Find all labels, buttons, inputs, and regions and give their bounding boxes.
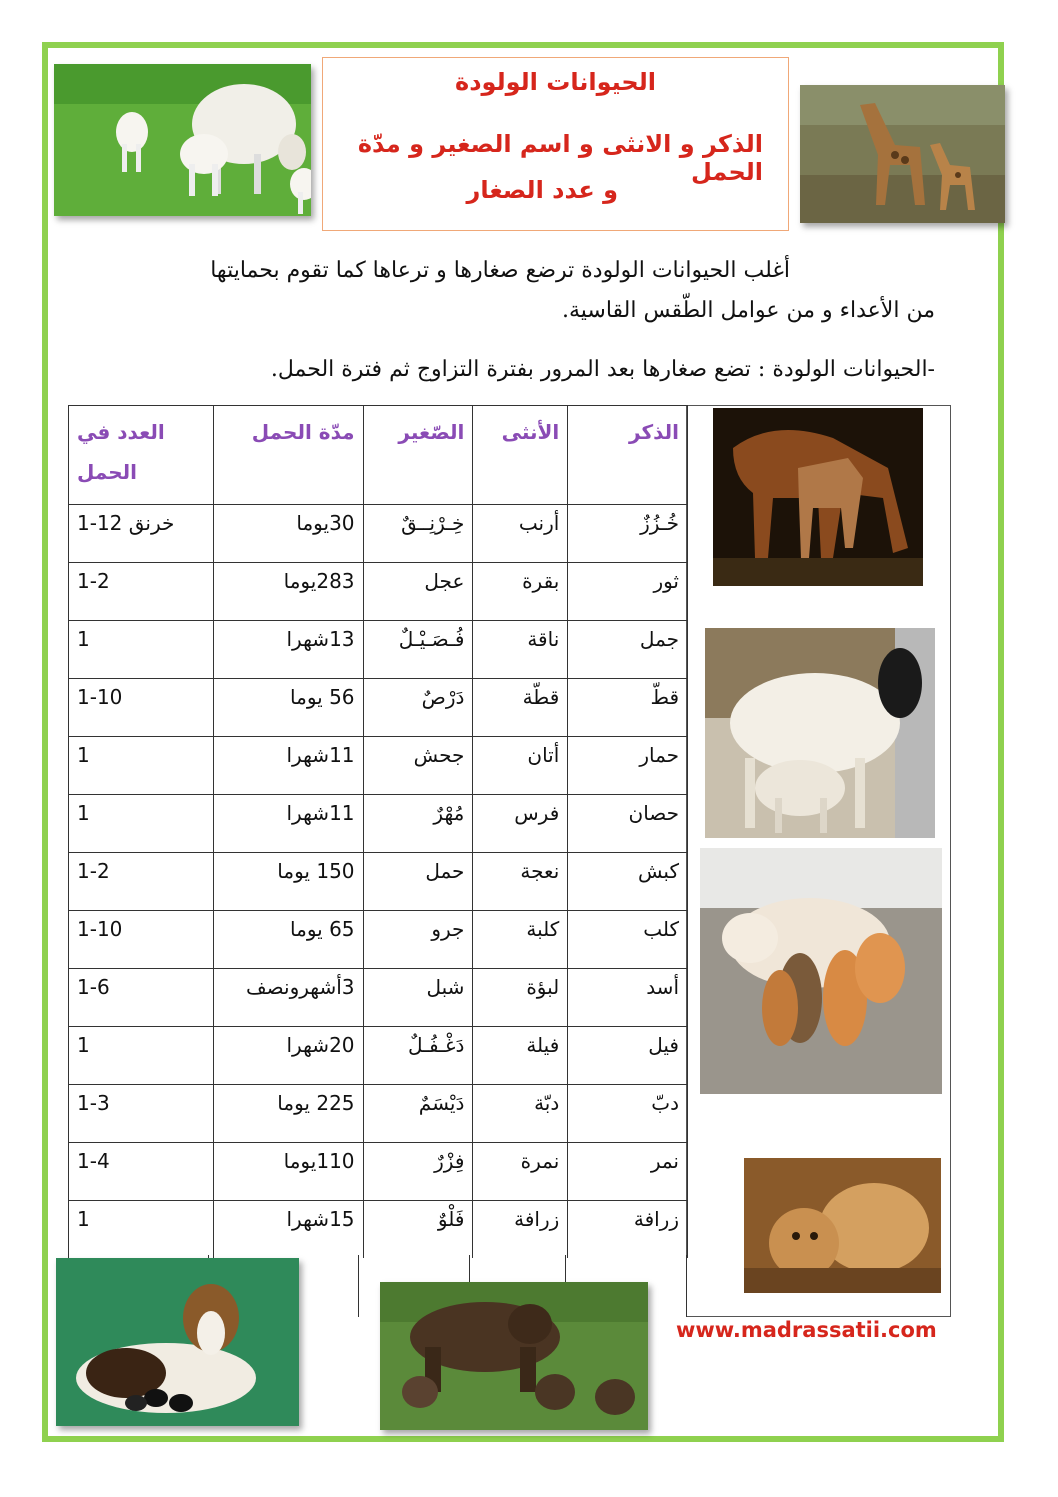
- animals-table: [68, 405, 688, 1258]
- table-row: [69, 679, 688, 737]
- header-gestation: مدّة الحمل: [213, 406, 363, 505]
- cell-count: 1: [69, 737, 214, 795]
- cell-gestation: 20شهرا: [213, 1027, 363, 1085]
- cell-young: فُـصَـيْـلٌ: [363, 621, 473, 679]
- cell-count: 1-10: [69, 911, 214, 969]
- cell-male: خُـزُزٌ: [568, 505, 688, 563]
- intro-line-3: -الحيوانات الولودة : تضع صغارها بعد المرور بفترة التزاوج ثم فترة الحمل.: [270, 357, 935, 382]
- table-header-row: [69, 406, 688, 505]
- cell-count: 1-2: [69, 563, 214, 621]
- cell-count: 1-6: [69, 969, 214, 1027]
- cell-female: نعجة: [473, 853, 568, 911]
- cell-male: كلب: [568, 911, 688, 969]
- cell-young: دَرْصٌ: [363, 679, 473, 737]
- cell-count: 1-3: [69, 1085, 214, 1143]
- cell-gestation: 150 يوما: [213, 853, 363, 911]
- cell-gestation: 11شهرا: [213, 795, 363, 853]
- cell-female: فيلة: [473, 1027, 568, 1085]
- website-link[interactable]: www.madrassatii.com: [676, 1318, 937, 1342]
- cell-female: ناقة: [473, 621, 568, 679]
- table-row: [69, 1085, 688, 1143]
- cell-young: فَلْوٌ: [363, 1201, 473, 1259]
- cell-male: زرافة: [568, 1201, 688, 1259]
- title-box: [322, 57, 789, 231]
- header-count-line-2: الحمل: [77, 460, 138, 484]
- cell-gestation: 13شهرا: [213, 621, 363, 679]
- cell-male: جمل: [568, 621, 688, 679]
- table-row: [69, 563, 688, 621]
- cell-male: كبش: [568, 853, 688, 911]
- cell-gestation: 30يوما: [213, 505, 363, 563]
- table-tail-line: [686, 1255, 687, 1317]
- header-young: الصّغير: [363, 406, 473, 505]
- horse-photo: [713, 408, 923, 586]
- cell-female: فرس: [473, 795, 568, 853]
- cell-male: ثور: [568, 563, 688, 621]
- cell-young: شبل: [363, 969, 473, 1027]
- cell-young: مُهْرٌ: [363, 795, 473, 853]
- cell-young: دَيْسَمٌ: [363, 1085, 473, 1143]
- table-row: [69, 1143, 688, 1201]
- giraffe-photo: [800, 85, 1005, 223]
- table-row: [69, 621, 688, 679]
- cell-male: حصان: [568, 795, 688, 853]
- cell-young: عجل: [363, 563, 473, 621]
- cell-female: نمرة: [473, 1143, 568, 1201]
- cell-gestation: 65 يوما: [213, 911, 363, 969]
- goat-photo: [705, 628, 935, 838]
- subtitle-line-2: و عدد الصغار: [466, 176, 618, 204]
- cell-female: أرنب: [473, 505, 568, 563]
- table-tail-line: [358, 1255, 359, 1317]
- cell-female: زرافة: [473, 1201, 568, 1259]
- cell-young: جحش: [363, 737, 473, 795]
- cell-count: 1: [69, 1027, 214, 1085]
- cat-photo: [700, 848, 942, 1094]
- cell-count: 1-10: [69, 679, 214, 737]
- subtitle-line-1: الذكر و الانثى و اسم الصغير و مدّة الحمل: [357, 130, 763, 186]
- cell-gestation: 110يوما: [213, 1143, 363, 1201]
- cell-male: قطّ: [568, 679, 688, 737]
- cell-young: جرو: [363, 911, 473, 969]
- cell-male: حمار: [568, 737, 688, 795]
- page-title: الحيوانات الولودة: [455, 68, 656, 96]
- table-row: [69, 505, 688, 563]
- cell-male: فيل: [568, 1027, 688, 1085]
- cell-female: قطّة: [473, 679, 568, 737]
- header-male: الذكر: [568, 406, 688, 505]
- table-row: [69, 1201, 688, 1259]
- cell-count: 1: [69, 621, 214, 679]
- table-row: [69, 911, 688, 969]
- cell-count: 1-4: [69, 1143, 214, 1201]
- cell-gestation: 225 يوما: [213, 1085, 363, 1143]
- sheep-photo: [54, 64, 311, 216]
- cell-female: أتان: [473, 737, 568, 795]
- table-row: [69, 737, 688, 795]
- cell-female: بقرة: [473, 563, 568, 621]
- cell-count: 1-2: [69, 853, 214, 911]
- cell-gestation: 11شهرا: [213, 737, 363, 795]
- cell-male: دبّ: [568, 1085, 688, 1143]
- lion-photo: [744, 1158, 941, 1293]
- header-count: [69, 406, 214, 505]
- intro-line-2: من الأعداء و من عوامل الطّقس القاسية.: [561, 298, 935, 323]
- cell-young: دَغْـفُـلٌ: [363, 1027, 473, 1085]
- cell-gestation: 56 يوما: [213, 679, 363, 737]
- table-row: [69, 969, 688, 1027]
- table-row: [69, 1027, 688, 1085]
- header-count-line-1: العدد في: [77, 420, 165, 444]
- cell-young: حمل: [363, 853, 473, 911]
- cell-female: لبؤة: [473, 969, 568, 1027]
- cell-male: نمر: [568, 1143, 688, 1201]
- bear-photo: [380, 1282, 648, 1430]
- cell-gestation: 15شهرا: [213, 1201, 363, 1259]
- cell-male: أسد: [568, 969, 688, 1027]
- table-row: [69, 795, 688, 853]
- cell-count: 1: [69, 795, 214, 853]
- header-female: الأنثى: [473, 406, 568, 505]
- cell-young: خِـرْنِــقٌ: [363, 505, 473, 563]
- cell-count: 1: [69, 1201, 214, 1259]
- cell-gestation: 3أشهرونصف: [213, 969, 363, 1027]
- cell-female: دبّة: [473, 1085, 568, 1143]
- cell-gestation: 283يوما: [213, 563, 363, 621]
- cell-count: 1-12 خرنق: [69, 505, 214, 563]
- intro-line-1: أغلب الحيوانات الولودة ترضع صغارها و ترعاها كما تقوم بحمايتها: [210, 258, 790, 283]
- table-row: [69, 853, 688, 911]
- cell-young: فِزْرٌ: [363, 1143, 473, 1201]
- cell-female: كلبة: [473, 911, 568, 969]
- dog-photo: [56, 1258, 299, 1426]
